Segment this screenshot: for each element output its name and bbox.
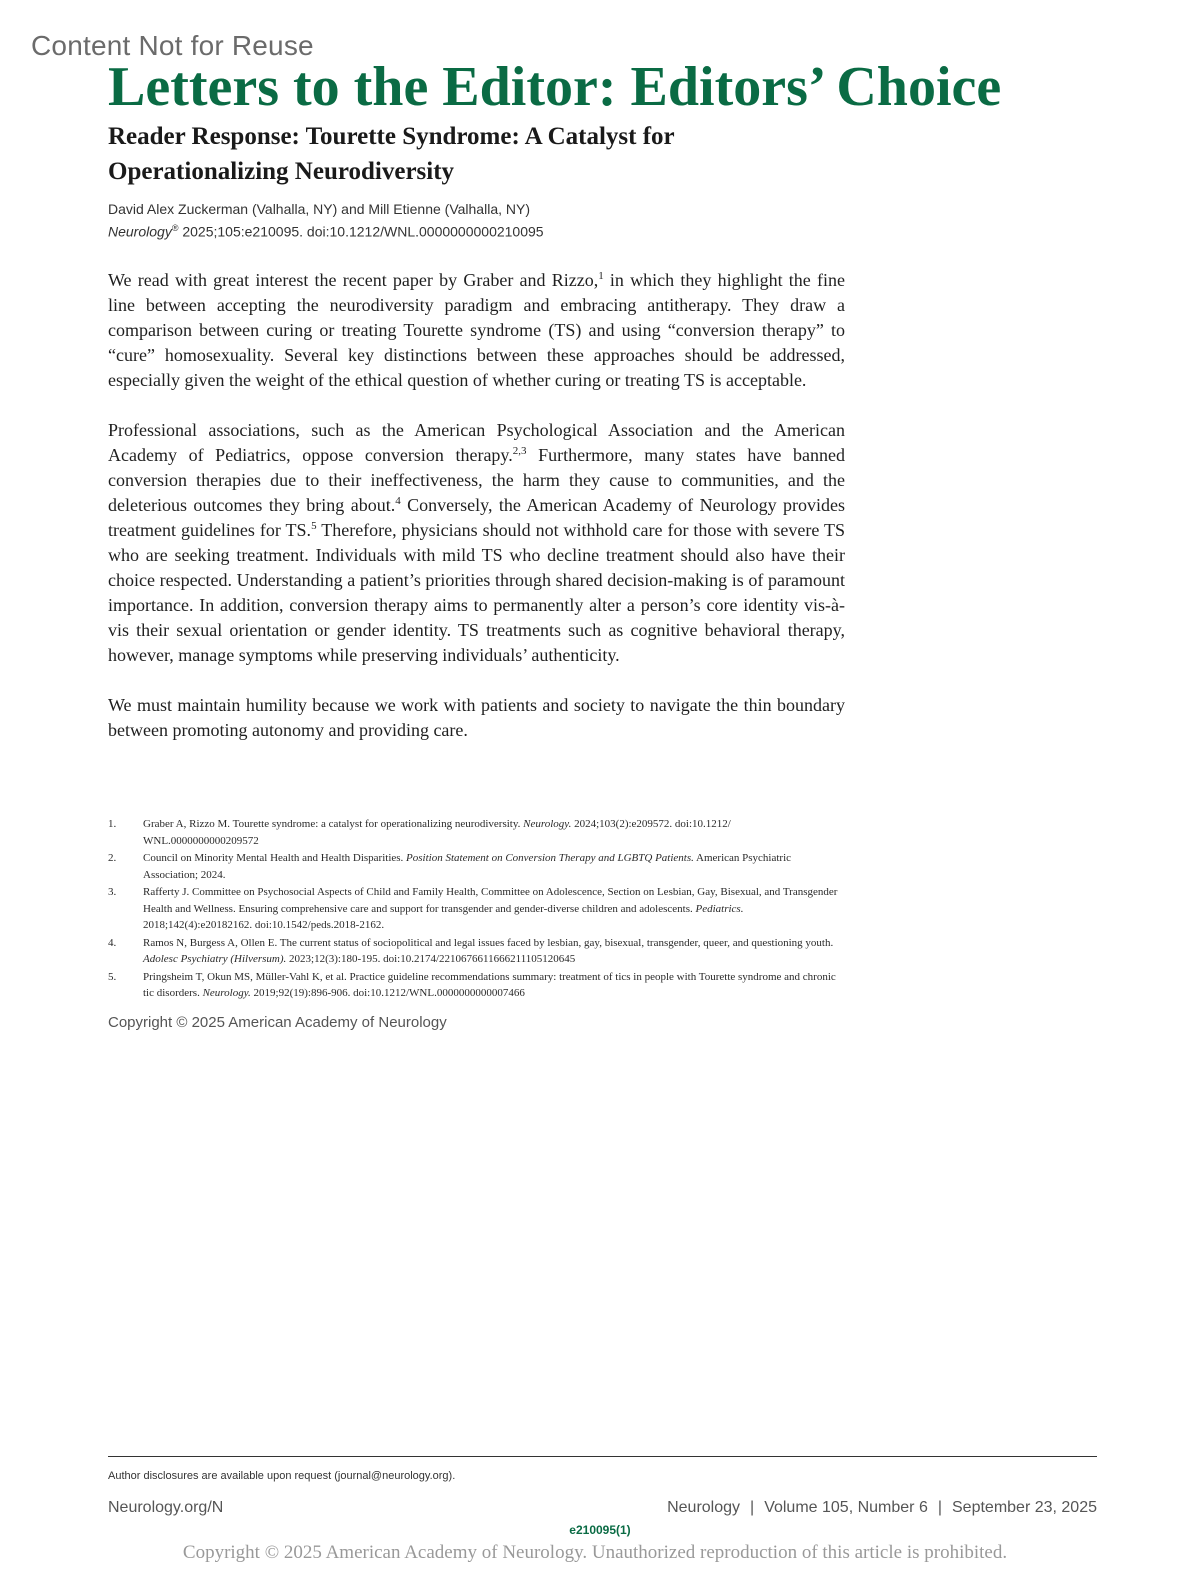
reference-locator: American Psychiatric Association; 2024.: [143, 852, 792, 881]
reference-list: [108, 816, 845, 1003]
author-line: David Alex Zuckerman (Valhalla, NY) and Mill Etienne (Valhalla, NY): [108, 201, 530, 217]
footer-separator: |: [750, 1499, 755, 1516]
footer-separator: |: [937, 1499, 942, 1516]
body-text-run: We read with great interest the recent paper by Graber and Rizzo,: [108, 270, 599, 290]
body-text-run: in which they highlight the fine line between accepting the neurodiversity paradigm and embracing antitherapy. They draw a comparison between curing or treating Tourette syndrome (TS) and using “conversion therapy” to “cure” homosexuality. Several key distinctions between these approaches should be addressed, especially given the weight of the ethical question of whether curing or treating TS is acceptable.: [108, 270, 845, 390]
reference-item: [108, 850, 845, 883]
footer-date: September 23, 2025: [952, 1499, 1097, 1516]
reference-text: Ramos N, Burgess A, Ollen E. The current status of sociopolitical and legal issues faced by lesbian, gay, bisexual, transgender, queer, and questioning youth.: [143, 936, 834, 949]
reproduction-notice: Copyright © 2025 American Academy of Neurology. Unauthorized reproduction of this article is prohibited.: [182, 1542, 1008, 1563]
body-paragraph-1: [108, 268, 845, 393]
body-paragraph-3: We must maintain humility because we work with patients and society to navigate the thin boundary between promoting autonomy and providing care.: [108, 695, 845, 740]
citation-journal: Neurology: [108, 223, 172, 240]
reference-item: [108, 969, 845, 1002]
reference-text: Rafferty J. Committee on Psychosocial Aspects of Child and Family Health, Committee on Adolescence, Section on Lesbian, Gay, Bisexual, and Transgender Health and Wellness. Ensuring comprehensive care and support for transgender and gender-diverse children and adolescents.: [143, 886, 838, 915]
reference-text: Pringsheim T, Okun MS, Müller-Vahl K, et al. Practice guideline recommendations summary: treatment of tics in people with Tourette syndrome and chronic tic disorders.: [143, 970, 836, 999]
reference-number: 5.: [108, 970, 117, 983]
reference-item: [108, 816, 845, 849]
reference-locator: 2024;103(2):e209572. doi:10.1212/ WNL.0000000000209572: [143, 818, 731, 847]
reference-item: [108, 884, 845, 934]
content-not-for-reuse-watermark: Content Not for Reuse: [31, 30, 314, 61]
reference-number: 3.: [108, 886, 117, 898]
reference-marker[interactable]: 5: [311, 520, 317, 532]
body-text-run: Conversely, the American Academy of Neurology provides treatment guidelines for TS.: [108, 495, 846, 540]
reference-number: 4.: [108, 936, 117, 949]
reference-source: Adolesc Psychiatry (Hilversum).: [143, 953, 287, 965]
reference-item: [108, 935, 845, 968]
body-text-run: Therefore, physicians should not withhold care for those with severe TS who are seeking treatment. Individuals with mild TS who decline treatment should also have their choice respected. Understanding a patient’s priorities through shared decision-making is of paramount importance. In addition, conversion therapy aims to permanently alter a person’s core identity vis-à-vis their sexual orientation or gender identity. TS treatments such as cognitive behavioral therapy, however, manage symptoms while preserving individuals’ authenticity.: [108, 520, 846, 665]
citation-line: [108, 223, 544, 240]
reference-text: Council on Minority Mental Health and Health Disparities.: [143, 852, 407, 864]
copyright-line: Copyright © 2025 American Academy of Neurology: [108, 1014, 447, 1031]
reference-source: Pediatrics.: [695, 902, 744, 915]
footer-journal-name: Neurology: [667, 1499, 741, 1516]
letter-body: [108, 268, 845, 768]
article-id: e210095(1): [569, 1523, 631, 1537]
section-title: Letters to the Editor: Editors’ Choice: [108, 56, 1002, 118]
footer-divider: [108, 1456, 1097, 1457]
reference-source: Position Statement on Conversion Therapy and LGBTQ Patients.: [406, 852, 694, 864]
reference-marker[interactable]: 2,3: [512, 445, 527, 457]
reference-locator: 2018;142(4):e20182162. doi:10.1542/peds.2018-2162.: [143, 919, 385, 931]
body-paragraph-2: [108, 418, 845, 668]
reference-marker[interactable]: 1: [598, 270, 604, 282]
author-disclosure-note: Author disclosures are available upon request (journal@neurology.org).: [108, 1470, 456, 1482]
citation-details: 2025;105:e210095. doi:10.1212/WNL.0000000000210095: [178, 223, 544, 240]
reference-marker[interactable]: 4: [395, 495, 401, 507]
reference-locator: 2019;92(19):896-906. doi:10.1212/WNL.0000000000007466: [250, 987, 525, 999]
body-text-run: Furthermore, many states have banned conversion therapies due to their ineffectiveness, the harm they cause to communities, and the deleterious outcomes they bring about.: [108, 445, 845, 515]
reference-locator: 2023;12(3):180-195. doi:10.2174/2210676611666211105120645: [286, 953, 576, 965]
journal-site-link[interactable]: Neurology.org/N: [108, 1499, 224, 1516]
footer-volume: Volume 105, Number 6: [764, 1499, 928, 1516]
registered-mark: ®: [171, 223, 179, 233]
reference-source: Neurology.: [202, 987, 251, 999]
article-title: Reader Response: Tourette Syndrome: A Catalyst for Operationalizing Neurodiversity: [108, 123, 675, 185]
body-text-run: Professional associations, such as the American Psychological Association and the American Academy of Pediatrics, oppose conversion therapy.: [108, 420, 845, 465]
reference-number: 1.: [108, 818, 117, 830]
reference-number: 2.: [108, 852, 117, 864]
reference-text: Graber A, Rizzo M. Tourette syndrome: a catalyst for operationalizing neurodiversity.: [143, 818, 524, 830]
reference-source: Neurology.: [523, 818, 572, 830]
journal-issue-info: [667, 1499, 1097, 1517]
